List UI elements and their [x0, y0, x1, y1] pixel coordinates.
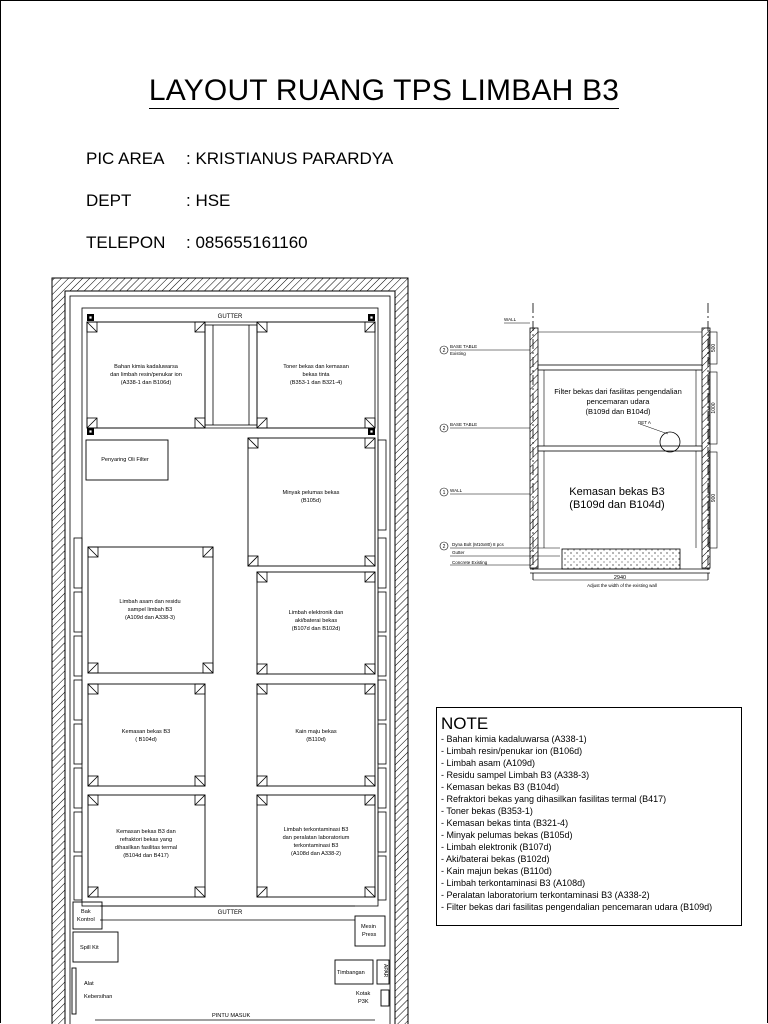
section-dim-width: 2940: [613, 575, 627, 581]
section-rack-label: BASE TABLE: [450, 344, 478, 349]
section-wall-label: WALL: [504, 317, 517, 322]
section-gutter-label: Gutter: [452, 550, 465, 555]
area-label: Bahan kimia kadaluwarsa dan limbah resin/penukar ion (A338-1 dan B106d): [110, 364, 182, 386]
area-label: Kemasan bekas B3 ( B104d): [121, 729, 171, 743]
area-label: Minyak pelumas bekas (B105d): [282, 490, 340, 504]
note-item: - Kemasan bekas B3 (B104d): [441, 782, 560, 792]
section-rack-label-2: BASE TABLE: [450, 422, 478, 427]
p3k-label: Kotak P3K: [356, 991, 371, 1005]
note-item: - Residu sampel Limbah B3 (A338-3): [441, 770, 590, 780]
note-item: - Kemasan bekas tinta (B321-4): [441, 818, 569, 828]
callout: 2: [442, 544, 446, 550]
cleaning-tool-label: Alat Kebersihan: [84, 981, 113, 1000]
section-dim-2: 1000: [711, 402, 717, 414]
info-telepon: TELEPON : 085655161160: [86, 233, 308, 252]
note-item: - Limbah asam (A109d): [441, 758, 536, 768]
entrance-label: PINTU MASUK: [212, 1013, 251, 1019]
note-title: NOTE: [441, 714, 489, 733]
page-title: LAYOUT RUANG TPS LIMBAH B3: [148, 74, 620, 107]
press-label: Mesin Press: [361, 924, 377, 938]
area-label: Limbah elektronik dan aki/baterai bekas (B107d dan B102d): [288, 610, 344, 632]
section-small-note: Existing: [450, 351, 466, 356]
spill-box-label: Bak Kontrol: [77, 909, 95, 923]
info-pic-area: PIC AREA : KRISTIANUS PARARDYA: [86, 149, 394, 168]
area-label: Limbah asam dan residu sampel limbah B3 (A109d dan A338-3): [119, 599, 181, 621]
section-dim-note: Adjust the width of the existing wall: [587, 583, 657, 588]
note-item: - Limbah terkontaminasi B3 (A108d): [441, 878, 586, 888]
note-item: - Aki/baterai bekas (B102d): [441, 854, 550, 864]
section-anchor-label: Dyna Bolt (M10x80) 8 pcs: [452, 542, 504, 547]
area-label: Penyaring Oli Filter: [101, 457, 149, 463]
callout: 1: [442, 490, 446, 496]
area-label: Toner bekas dan kemasan bekas tinta (B353-1 dan B321-4): [283, 364, 349, 386]
section-concrete-label: Concrete Existing: [452, 560, 488, 565]
apar-label: APAR: [382, 964, 388, 978]
note-item: - Filter bekas dari fasilitas pengendalian pencemaran udara (B109d): [441, 902, 713, 912]
note-item: - Toner bekas (B353-1): [441, 806, 533, 816]
note-item: - Kain majun bekas (B110d): [441, 866, 552, 876]
section-detail-label: DET A: [638, 420, 651, 425]
callout: 2: [442, 426, 446, 432]
section-dim-3: 900: [711, 493, 717, 503]
note-item: - Bahan kimia kadaluwarsa (A338-1): [441, 734, 587, 744]
note-list: [441, 733, 741, 913]
note-item: - Refraktori bekas yang dihasilkan fasilitas termal (B417): [441, 794, 667, 804]
area-label: Kain maju bekas (B110d): [295, 729, 337, 743]
gutter-bottom-label: GUTTER: [217, 910, 243, 916]
info-dept: DEPT : HSE: [86, 191, 231, 210]
gutter-top-label: GUTTER: [217, 314, 243, 320]
section-shelf-bottom-label: Kemasan bekas B3 (B109d dan B104d): [569, 486, 665, 511]
section-wall-label-2: WALL: [450, 488, 463, 493]
spill-kit-label: Spill Kit: [80, 945, 99, 951]
note-item: - Minyak pelumas bekas (B105d): [441, 830, 573, 840]
section-dim-1: 500: [711, 343, 717, 353]
callout: 2: [442, 348, 446, 354]
note-item: - Peralatan laboratorium terkontaminasi B3 (A338-2): [441, 890, 650, 900]
scale-label: Timbangan: [337, 970, 365, 976]
section-shelf-top-label: Filter bekas dari fasilitas pengendalian pencemaran udara (B109d dan B104d): [554, 387, 682, 416]
area-label: Limbah terkontaminasi B3 dan peralatan laboratorium terkontaminasi B3 (A108d dan A338-2): [282, 827, 350, 857]
section-drawing: [440, 303, 717, 588]
note-item: - Limbah resin/penukar ion (B106d): [441, 746, 583, 756]
note-item: - Limbah elektronik (B107d): [441, 842, 552, 852]
note-box: [436, 707, 742, 926]
area-label: Kemasan bekas B3 dan refraktori bekas yang dihasilkan fasilitas termal (B104d dan B417): [114, 829, 178, 859]
